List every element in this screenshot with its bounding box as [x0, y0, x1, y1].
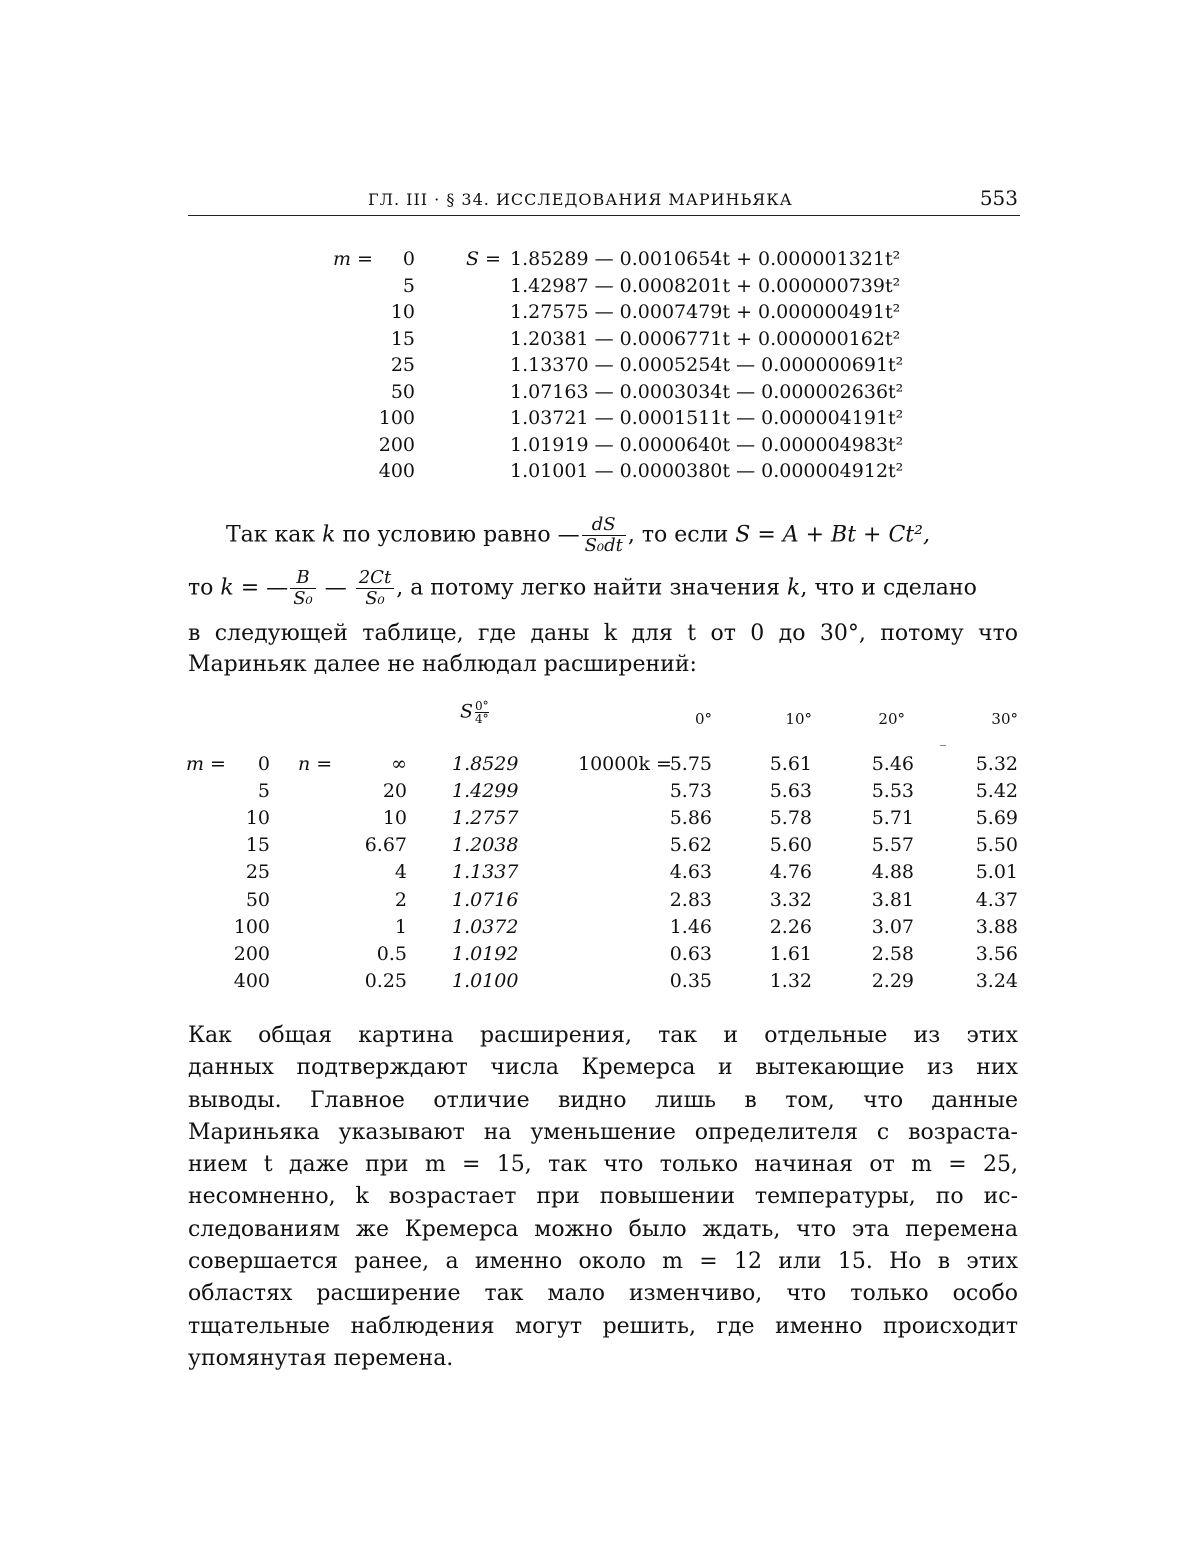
formula-row: [0, 381, 1200, 407]
body-paragraph: [188, 1020, 1018, 1375]
k-label: 10000k =: [578, 753, 672, 775]
formula-row: [0, 301, 1200, 327]
S-value: 1.8529: [452, 753, 519, 775]
temp-bottom: 4°: [475, 712, 489, 726]
table-row: [0, 861, 1200, 888]
k-20-deg: 4.88: [871, 861, 914, 884]
k-20-deg: 2.58: [871, 942, 914, 965]
fraction-numerator: B: [290, 568, 316, 589]
temperature-header: 10°: [785, 710, 812, 728]
body-line: Как общая картина расширения, так и отдельные из этих: [188, 1023, 1018, 1048]
k-0-deg: 5.86: [669, 807, 712, 830]
n-label: n =: [298, 753, 333, 775]
fraction-dS-S0dt: [582, 515, 626, 556]
table-row: [0, 807, 1200, 834]
header-rule: [188, 215, 1020, 216]
column-header-S: [460, 700, 489, 725]
body-line: тщательные наблюдения могут решить, где именно происходит: [188, 1313, 1018, 1339]
k-30-deg: 4.37: [975, 888, 1018, 911]
equation-S: S = A + Bt + Ct²,: [735, 522, 930, 548]
var-k: k: [322, 522, 336, 548]
body-line: упомянутая перемена.: [188, 1345, 454, 1371]
k-30-deg: 5.01: [975, 861, 1018, 884]
var-k: k = —: [220, 575, 289, 601]
k-20-deg: 3.81: [871, 888, 914, 911]
n-value: 20: [382, 780, 407, 803]
formula-row: [0, 354, 1200, 380]
body-line: следованиям же Кремерса можно было ждать, что эта перемена: [188, 1216, 1018, 1242]
m-value: 0: [402, 248, 415, 270]
temperature-header: 20°: [878, 710, 905, 728]
k-20-deg: 3.07: [871, 915, 914, 938]
paragraph-line-3: в следующей таблице, где даны k для t от 0 до 30°, потому что: [188, 621, 1018, 646]
text: то: [188, 575, 221, 601]
S-expression: 1.01001 — 0.0000380t — 0.000004912t²: [510, 460, 904, 482]
S-expression: 1.13370 — 0.0005254t — 0.000000691t²: [510, 354, 904, 376]
table-row: [0, 943, 1200, 970]
k-0-deg: 2.83: [669, 888, 712, 911]
S-expression: 1.42987 — 0.0008201t + 0.000000739t²: [510, 274, 901, 297]
k-30-deg: 5.69: [975, 807, 1018, 830]
body-line: нием t даже при m = 15, так что только начиная от m = 25,: [188, 1152, 1018, 1178]
text: Так как: [226, 522, 323, 548]
k-30-deg: 5.42: [975, 780, 1018, 803]
m-value: 50: [245, 888, 270, 911]
m-value: 15: [245, 834, 270, 857]
formula-row: [0, 248, 1200, 274]
k-10-deg: 4.76: [769, 861, 812, 884]
minus-sign: —: [317, 575, 354, 601]
paragraph-line-4: Мариньяк далее не наблюдал расширений:: [188, 652, 697, 677]
formula-row: [0, 434, 1200, 460]
temperature-header: 30°: [991, 710, 1018, 728]
body-line: совершается ранее, а именно около m = 12 или 15. Но в этих: [188, 1249, 1018, 1275]
n-value: 10: [382, 807, 407, 830]
m-value: 400: [378, 460, 415, 482]
m-value: 15: [390, 327, 415, 350]
S-value: 1.0192: [452, 942, 519, 965]
fraction-denominator: S₀: [365, 588, 385, 609]
body-line: данных подтверждают числа Кремерса и вытекающие из них: [188, 1055, 1018, 1081]
m-value: 10: [390, 301, 415, 323]
var-k: k: [787, 575, 801, 601]
k-10-deg: 5.60: [769, 834, 812, 857]
text: , то если: [627, 522, 736, 548]
m-label: m =: [333, 248, 373, 270]
tick-mark: [940, 745, 946, 746]
k-20-deg: 5.57: [871, 834, 914, 857]
S-expression: 1.03721 — 0.0001511t — 0.000004191t²: [510, 407, 904, 429]
m-value: 50: [390, 380, 415, 403]
S-expression: 1.85289 — 0.0010654t + 0.000001321t²: [510, 248, 901, 270]
k-0-deg: 5.73: [669, 780, 712, 803]
k-30-deg: 3.24: [975, 969, 1018, 992]
k-0-deg: 5.75: [669, 753, 712, 775]
formula-row: [0, 407, 1200, 433]
m-label: m =: [186, 753, 226, 775]
k-0-deg: 0.35: [669, 969, 712, 992]
k-10-deg: 1.61: [769, 942, 812, 965]
k-20-deg: 5.53: [871, 780, 914, 803]
S-value: 1.2757: [452, 807, 519, 830]
fraction-numerator: 2Ct: [356, 568, 394, 589]
n-value: 0.5: [376, 942, 407, 965]
n-value: ∞: [391, 753, 407, 775]
running-header: [188, 186, 1020, 216]
body-line: областях расширение так мало изменчиво, что только особо: [188, 1281, 1018, 1307]
k-10-deg: 2.26: [769, 915, 812, 938]
S-value: 1.0372: [452, 915, 519, 938]
m-value: 5: [257, 780, 270, 803]
chapter-title: ГЛ. III · § 34. ИССЛЕДОВАНИЯ МАРИНЬЯКА: [368, 190, 793, 209]
fraction-denominator: S₀dt: [584, 535, 623, 556]
S-value: 1.2038: [452, 834, 519, 857]
fraction-2Ct-S0: [356, 568, 394, 609]
text: , а потому легко найти значения: [396, 575, 787, 601]
k-0-deg: 5.62: [669, 834, 712, 857]
S-expression: 1.07163 — 0.0003034t — 0.000002636t²: [510, 380, 904, 403]
n-value: 4: [394, 861, 407, 884]
m-value: 200: [233, 942, 270, 965]
m-value: 10: [245, 807, 270, 830]
k-10-deg: 5.63: [769, 780, 812, 803]
table-row: [0, 889, 1200, 916]
m-value: 25: [390, 354, 415, 376]
n-value: 1: [394, 915, 407, 938]
k-20-deg: 5.71: [871, 807, 914, 830]
body-line: несомненно, k возрастает при повышении температуры, по ис-: [188, 1184, 1018, 1210]
S-expression: 1.01919 — 0.0000640t — 0.000004983t²: [510, 433, 904, 456]
m-value: 100: [233, 915, 270, 938]
S-expression: 1.20381 — 0.0006771t + 0.000000162t²: [510, 327, 901, 350]
table-row: [0, 780, 1200, 807]
k-0-deg: 4.63: [669, 861, 712, 884]
paragraph-line-1: [226, 515, 1026, 556]
k-10-deg: 3.32: [769, 888, 812, 911]
table-row: [0, 970, 1200, 997]
k-30-deg: 3.88: [975, 915, 1018, 938]
body-line: Мариньяка указывают на уменьшение определителя с возраста-: [188, 1119, 1018, 1145]
table-row: [0, 916, 1200, 943]
n-value: 0.25: [364, 969, 407, 992]
k-30-deg: 5.50: [975, 834, 1018, 857]
table-row: [0, 753, 1200, 780]
m-value: 400: [233, 969, 270, 992]
formula-row: [0, 328, 1200, 354]
n-value: 6.67: [364, 834, 407, 857]
text: , что и сделано: [800, 575, 977, 601]
m-value: 25: [245, 861, 270, 884]
m-value: 0: [257, 753, 270, 775]
m-value: 100: [378, 407, 415, 429]
k-10-deg: 5.61: [769, 753, 812, 775]
formula-row: [0, 460, 1200, 486]
S-expression: 1.27575 — 0.0007479t + 0.000000491t²: [510, 301, 901, 323]
k-10-deg: 5.78: [769, 807, 812, 830]
S-value: 1.0100: [452, 969, 519, 992]
temp-top: 0°: [475, 699, 489, 713]
S-label: S =: [466, 248, 501, 270]
fraction-B-S0: [290, 568, 316, 609]
text: по условию равно —: [335, 522, 580, 548]
k-10-deg: 1.32: [769, 969, 812, 992]
S-value: 1.1337: [452, 861, 519, 884]
k-20-deg: 5.46: [871, 753, 914, 775]
temperature-header: 0°: [694, 710, 712, 728]
page-number: 553: [979, 186, 1018, 210]
paragraph-line-2: [188, 568, 1028, 609]
k-30-deg: 3.56: [975, 942, 1018, 965]
formula-row: [0, 275, 1200, 301]
fraction-denominator: S₀: [293, 588, 313, 609]
m-value: 5: [402, 274, 415, 297]
k-20-deg: 2.29: [871, 969, 914, 992]
symbol-S: S: [460, 700, 474, 723]
m-value: 200: [378, 433, 415, 456]
S-value: 1.0716: [452, 888, 519, 911]
body-line: выводы. Главное отличие видно лишь в том, что данные: [188, 1087, 1018, 1113]
table-row: [0, 834, 1200, 861]
k-30-deg: 5.32: [975, 753, 1018, 775]
k-0-deg: 0.63: [669, 942, 712, 965]
k-0-deg: 1.46: [669, 915, 712, 938]
fraction-numerator: dS: [582, 515, 626, 536]
S-value: 1.4299: [452, 780, 519, 803]
n-value: 2: [394, 888, 407, 911]
